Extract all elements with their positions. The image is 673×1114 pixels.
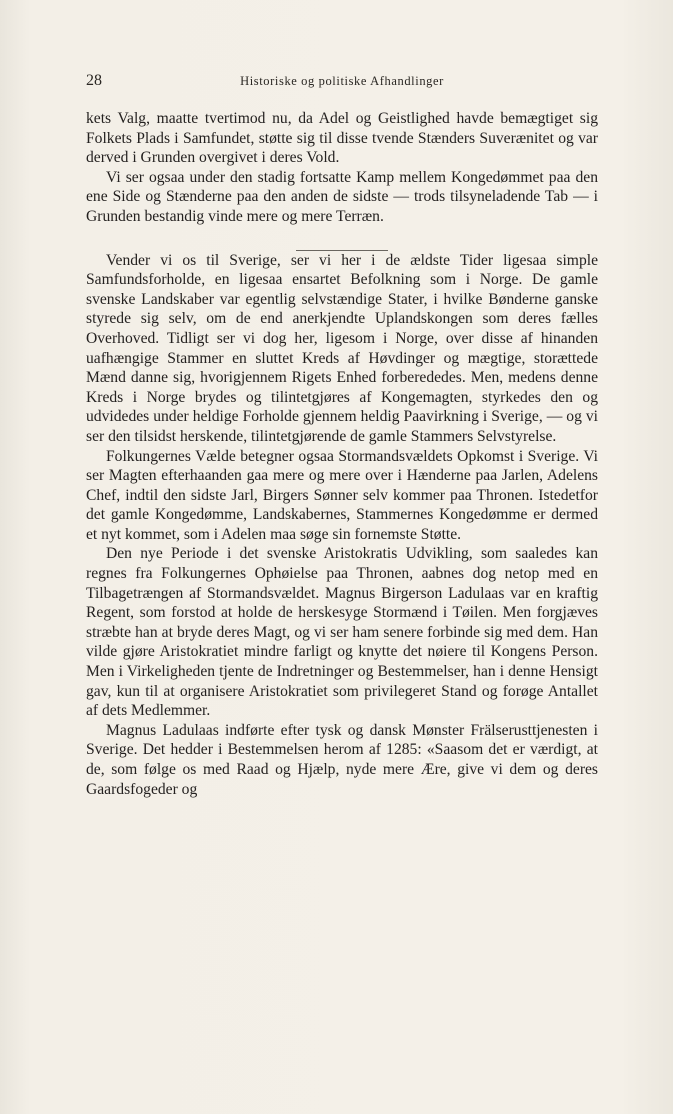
page-number: 28 (86, 72, 102, 89)
paragraph: kets Valg, maatte tvertimod nu, da Adel og Geistlighed havde bemægtiget sig Folkets Plads i Samfundet, støtte sig til disse tvende Stænders Suverænitet og var derved i Grunden overgivet i deres Vold. (86, 110, 598, 167)
paragraph: Folkungernes Vælde betegner ogsaa Stormandsvældets Opkomst i Sverige. Vi ser Magten efterhaanden gaa mere og mere over i Hænderne paa Jarlen, Adelens Chef, indtil den sidste Jarl, Birgers Sønner selv kommer paa Thronen. Istedetfor det gamle Kongedømme, Landskabernes, Stammernes Kongedømme er dermed et nyt kommet, som i Adelen maa søge sin fornemste Støtte. (86, 447, 598, 543)
running-title: Historiske og politiske Afhandlinger (240, 74, 444, 88)
body-text (86, 109, 598, 799)
running-header (86, 72, 598, 92)
paragraph: Vi ser ogsaa under den stadig fortsatte Kamp mellem Kongedømmet paa den ene Side og Stænderne paa den anden de sidste — trods tilsyneladende Tab — i Grunden bestandig vinde mere og mere Terræn. (86, 168, 598, 225)
paragraph: Magnus Ladulaas indførte efter tysk og dansk Mønster Frälserusttjenesten i Sverige. Det hedder i Bestemmelsen herom af 1285: «Saasom det er værdigt, at de, som følge os med Raad og Hjælp, nyde mere Ære, give vi dem og deres Gaardsfogeder og (86, 721, 598, 798)
paragraph: Vender vi os til Sverige, ser vi her i de ældste Tider ligesaa simple Samfundsforholde, en ligesaa ensartet Befolkning som i Norge. De gamle svenske Landskaber var egentlig selvstændige Stater, i hvilke Bønderne ganske styrede sig selv, om de end anerkjendte Uplandskongen som deres fælles Overhoved. Tidligt ser vi dog her, ligesom i Norge, over disse af hinanden uafhængige Stammer en sluttet Kreds af Høvdinger og mægtige, storættede Mænd danne sig, hvorigjennem Rigets Enhed forberededes. Men, medens denne Kreds i Norge brydes og tilintetgjøres af Kongemagten, styrkedes den og udvidedes under heldige Forholde gjennem heldig Paavirkning i Sverige, — og vi ser den tilsidst herskende, tilintetgjørende de gamle Stammers Selvstyrelse. (86, 251, 598, 445)
paragraph: Den nye Periode i det svenske Aristokratis Udvikling, som saaledes kan regnes fra Folkungernes Ophøielse paa Thronen, aabnes dog netop med en Tilbagetrængen af Stormandsvældet. Magnus Birgerson Ladulaas var en kraftig Regent, som forstod at holde de herskesyge Stormænd i Tøilen. Men forgjæves stræbte han at bryde deres Magt, og vi ser ham senere forbinde sig med dem. Han vilde gjøre Aristokratiet mindre farligt og knytte det nøiere til Kongens Person. Men i Virkeligheden tjente de Indretninger og Bestemmelser, han i denne Hensigt gav, kun til at organisere Aristokratiet som privilegeret Stand og forøge Antallet af dets Medlemmer. (86, 545, 598, 720)
